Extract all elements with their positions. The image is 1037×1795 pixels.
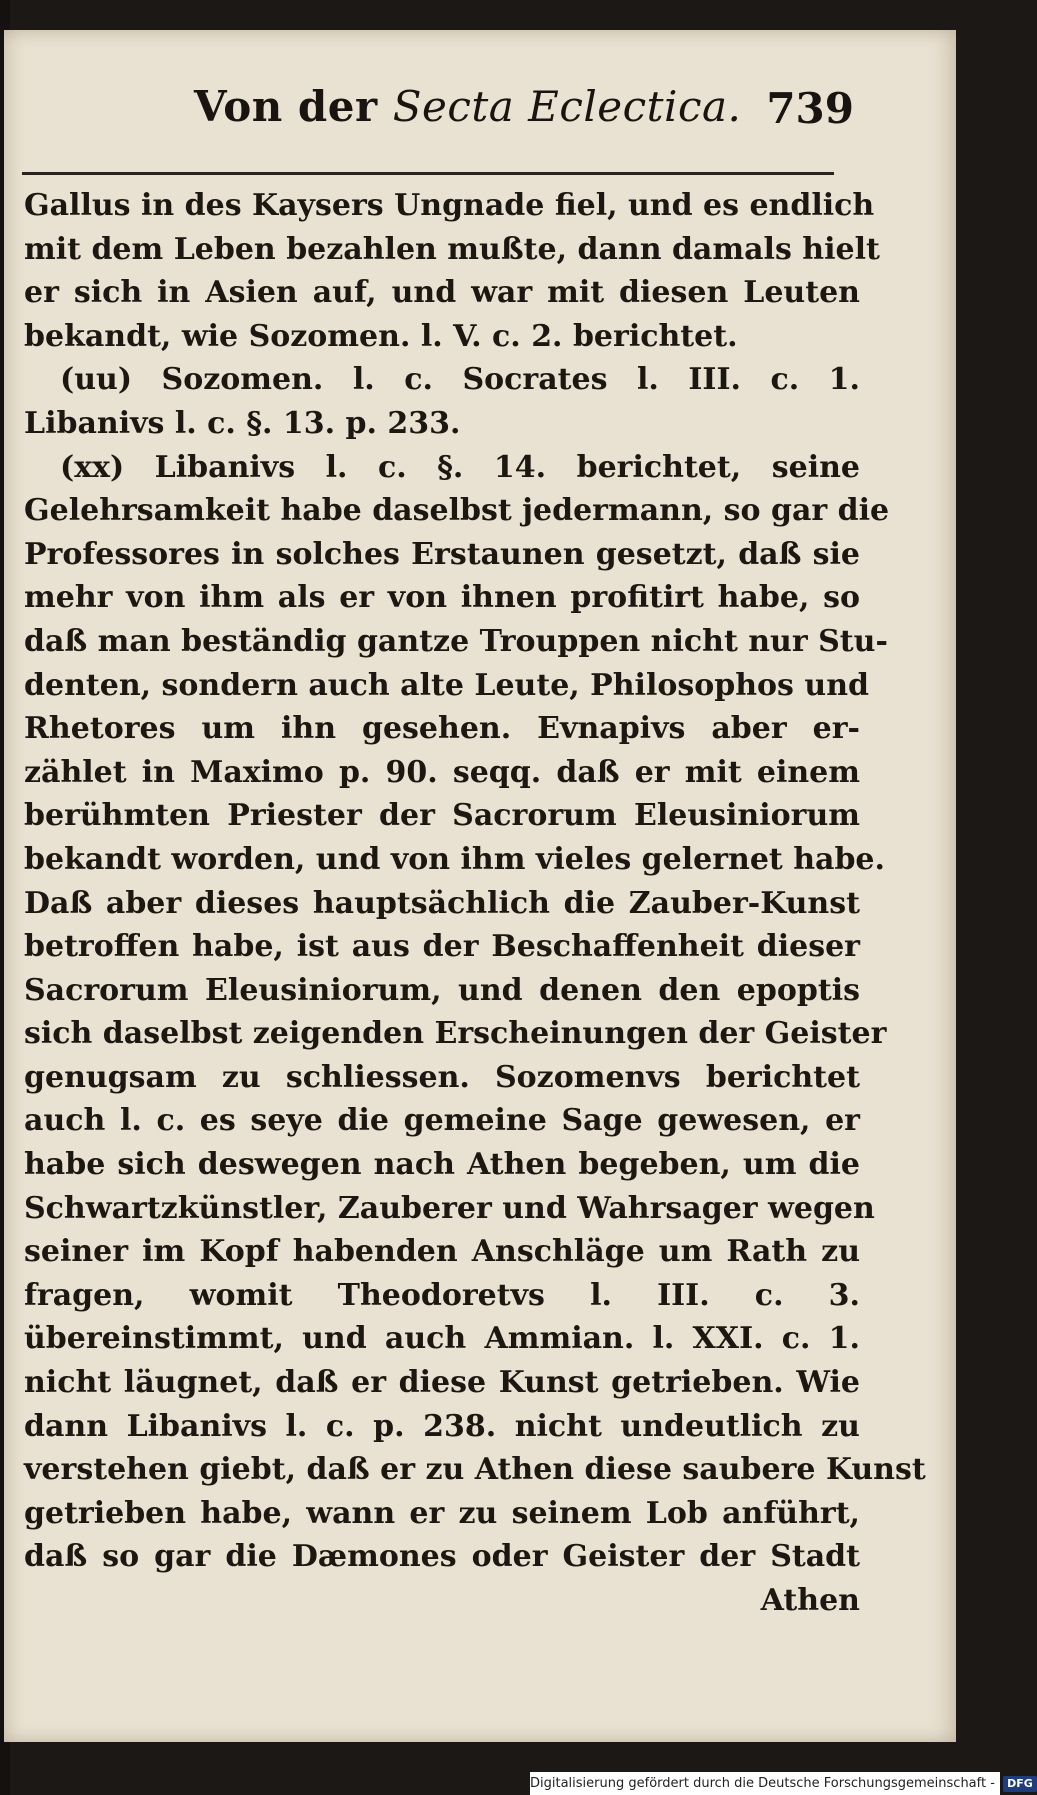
- body-text: [24, 184, 926, 1623]
- running-head-italic: Secta Eclectica.: [392, 82, 742, 131]
- footnote-xx-line: (xx) Libanivs l. c. §. 14. berichtet, seine: [60, 449, 860, 485]
- text-line: bekandt, wie Sozomen. l. V. c. 2. berichtet.: [24, 318, 738, 354]
- text-line: dann Libanivs l. c. p. 238. nicht undeutlich zu: [24, 1408, 860, 1444]
- text-line: betroffen habe, ist aus der Beschaffenheit dieser: [24, 929, 860, 965]
- text-line: Schwartzkünstler, Zauberer und Wahrsager wegen: [24, 1190, 875, 1226]
- text-line: daß so gar die Dæmones oder Geister der Stadt: [24, 1539, 860, 1575]
- text-line: Sacrorum Eleusiniorum, und denen den epoptis: [24, 972, 860, 1008]
- dfg-logo: DFG: [1003, 1776, 1037, 1792]
- text-line: getrieben habe, wann er zu seinem Lob anführt,: [24, 1495, 860, 1531]
- running-head: [194, 82, 741, 131]
- text-line: nicht läugnet, daß er diese Kunst getrieben. Wie: [24, 1365, 860, 1401]
- text-line: bekandt worden, und von ihm vieles gelernet habe.: [24, 841, 885, 877]
- digitization-footer: [530, 1772, 1033, 1795]
- text-line: seiner im Kopf habenden Anschläge um Rath zu: [24, 1234, 860, 1270]
- text-line: Daß aber dieses hauptsächlich die Zauber-Kunst: [24, 885, 860, 921]
- text-line: Rhetores um ihn gesehen. Evnapivs aber er-: [24, 711, 860, 747]
- text-line: mit dem Leben bezahlen mußte, dann damals hielt: [24, 231, 880, 267]
- text-line: denten, sondern auch alte Leute, Philosophos und: [24, 667, 869, 703]
- text-line: Libanivs l. c. §. 13. p. 233.: [24, 405, 461, 441]
- book-page: [4, 30, 956, 1742]
- text-line: fragen, womit Theodoretvs l. III. c. 3.: [24, 1277, 860, 1313]
- page-header: [194, 82, 854, 152]
- catchword: Athen: [760, 1583, 860, 1618]
- page-number: 739: [766, 84, 854, 133]
- text-line: Gelehrsamkeit habe daselbst jedermann, so gar die: [24, 493, 890, 529]
- header-rule: [22, 172, 834, 175]
- text-line: genugsam zu schliessen. Sozomenvs berichtet: [24, 1059, 860, 1095]
- text-line: auch l. c. es seye die gemeine Sage gewesen, er: [24, 1103, 860, 1139]
- text-line: daß man beständig gantze Trouppen nicht nur Stu-: [24, 623, 888, 659]
- text-line: habe sich deswegen nach Athen begeben, um die: [24, 1147, 860, 1183]
- text-line: zählet in Maximo p. 90. seqq. daß er mit einem: [24, 754, 860, 790]
- text-line: verstehen giebt, daß er zu Athen diese saubere Kunst: [24, 1452, 926, 1488]
- text-line: er sich in Asien auf, und war mit diesen Leuten: [24, 275, 860, 311]
- footer-credit: Digitalisierung gefördert durch die Deutsche Forschungsgemeinschaft -: [530, 1776, 995, 1791]
- text-line: Professores in solches Erstaunen gesetzt, daß sie: [24, 536, 860, 572]
- text-line: mehr von ihm als er von ihnen profitirt habe, so: [24, 580, 860, 616]
- running-head-main: Von der: [194, 82, 393, 131]
- text-line: Gallus in des Kaysers Ungnade fiel, und es endlich: [24, 188, 875, 223]
- footnote-uu-line: (uu) Sozomen. l. c. Socrates l. III. c. 1.: [60, 362, 860, 398]
- text-line: berühmten Priester der Sacrorum Eleusiniorum: [24, 798, 860, 834]
- text-line: sich daselbst zeigenden Erscheinungen der Geister: [24, 1016, 887, 1052]
- text-line: übereinstimmt, und auch Ammian. l. XXI. c. 1.: [24, 1321, 860, 1357]
